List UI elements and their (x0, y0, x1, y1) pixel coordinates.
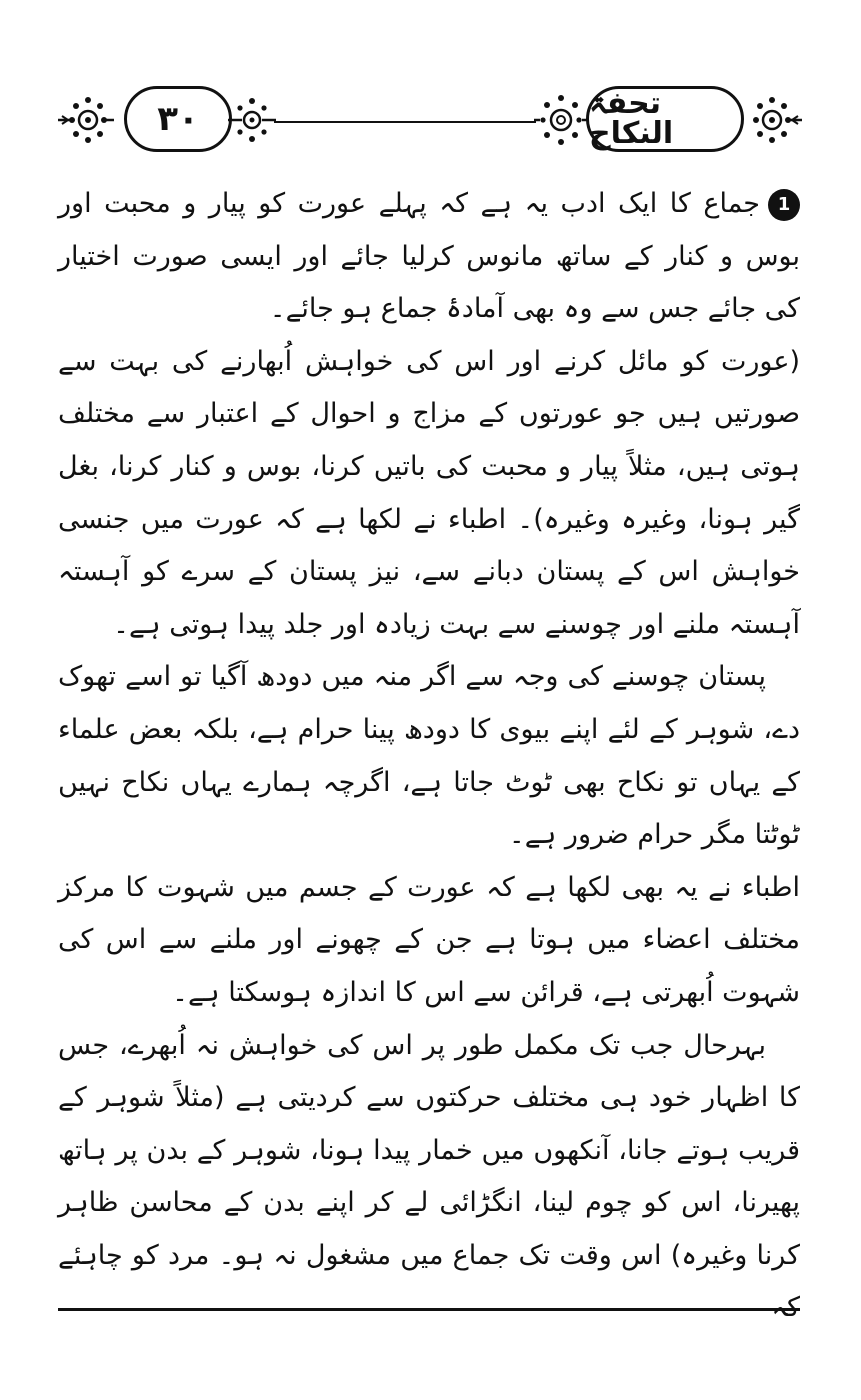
footer-divider-line (58, 1308, 800, 1311)
book-title-badge (586, 86, 744, 152)
floral-ornament-icon (58, 88, 114, 152)
page-number-badge (124, 86, 232, 152)
paragraph-2: (عورت کو مائل کرنے اور اس کی خواہش اُبھارنے کی بہت سے صورتیں ہیں جو عورتوں کے مزاج و احوال کے اعتبار سے مختلف ہوتی ہیں، مثلاً پیار و محبت کی باتیں کرنا، بوس و کنار کرنا، بغل گیر ہونا، وغیرہ وغیرہ)۔ اطباء نے لکھا ہے کہ عورت میں جنسی خواہش اس کے پستان دبانے سے، نیز پستان کے سرے کو آہستہ آہستہ ملنے اور چوسنے سے بہت زیادہ اور جلد پیدا ہوتی ہے۔ (58, 345, 800, 640)
header-divider-line (274, 121, 536, 123)
floral-ornament-icon (746, 88, 802, 152)
floral-ornament-icon (534, 88, 588, 152)
page-content (58, 178, 800, 1335)
paragraph-4: اطباء نے یہ بھی لکھا ہے کہ عورت کے جسم میں شہوت کا مرکز مختلف اعضاء میں ہوتا ہے جن کے چھونے اور ملنے سے اس کی شہوت اُبھرتی ہے، قرائن سے اس کا اندازہ ہوسکتا ہے۔ (58, 871, 800, 1008)
paragraph-1-text: جماع کا ایک ادب یہ ہے کہ پہلے عورت کو پیار و محبت اور بوس و کنار کے ساتھ مانوس کرلیا جائے اور ایسی صورت اختیار کی جائے جس سے وہ بھی آمادۂ جماع ہو جائے۔ (58, 188, 800, 325)
paragraph-5: بہرحال جب تک مکمل طور پر اس کی خواہش نہ اُبھرے، جس کا اظہار خود ہی مختلف حرکتوں سے کردیتی ہے (مثلاً شوہر کے قریب ہوتے جانا، آنکھوں میں خمار پیدا ہونا، شوہر کے بدن پر ہاتھ پھیرنا، اس کو چوم لینا، انگڑائی لے کر اپنے بدن کے محاسن ظاہر کرنا وغیرہ) اس وقت تک جماع میں مشغول نہ ہو۔ مرد کو چاہئے کہ (58, 1029, 800, 1324)
paragraph-1 (58, 178, 800, 336)
floral-ornament-icon (228, 88, 276, 152)
page-number: ۳۰ (157, 99, 199, 139)
paragraph-3: پستان چوسنے کی وجہ سے اگر منہ میں دودھ آگیا تو اسے تھوک دے، شوہر کے لئے اپنے بیوی کا دودھ پینا حرام ہے، بلکہ بعض علماء کے یہاں تو نکاح بھی ٹوٹ جاتا ہے، اگرچہ ہمارے یہاں نکاح نہیں ٹوٹتا مگر حرام ضرور ہے۔ (58, 661, 800, 851)
point-number-badge: 1 (768, 189, 800, 221)
book-title: تحفۃ النکاح (589, 86, 674, 151)
page-header (58, 82, 803, 162)
